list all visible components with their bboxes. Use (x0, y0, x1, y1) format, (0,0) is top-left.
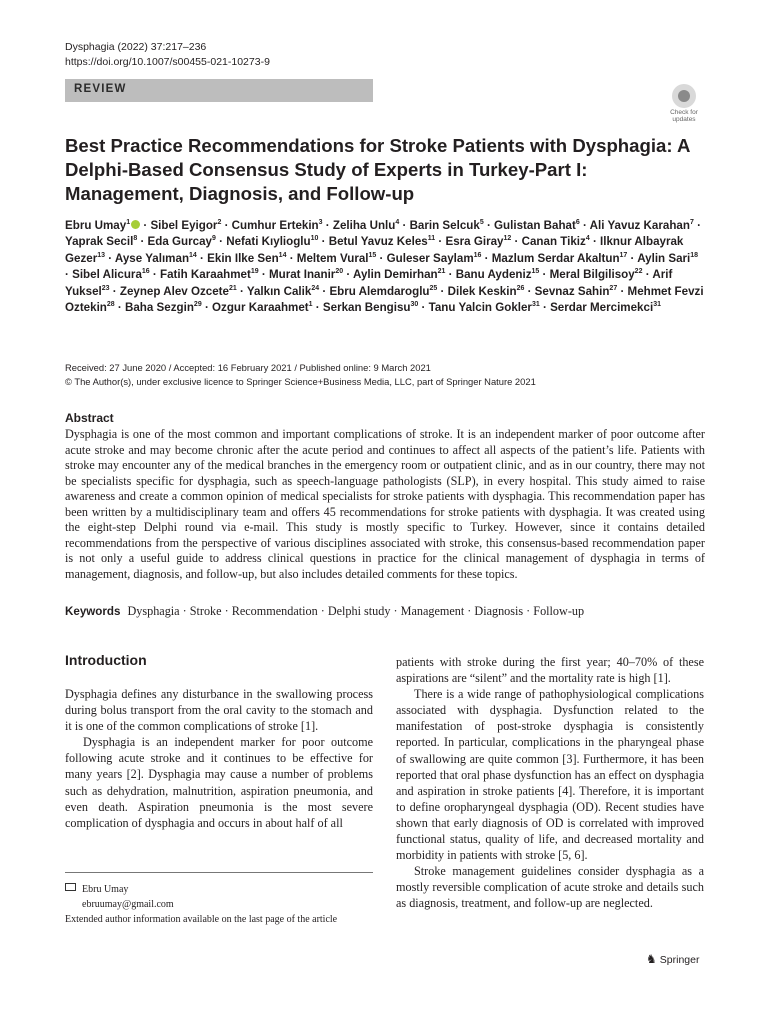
author-affiliation: 6 (575, 219, 580, 227)
author-separator: · (105, 251, 115, 265)
journal-citation: Dysphagia (2022) 37:217–236 (65, 41, 207, 53)
author-name: Baha Sezgin (124, 301, 194, 315)
author-separator: · (376, 251, 387, 265)
author-affiliation: 19 (250, 268, 259, 276)
extended-author-info: Extended author information available on the last page of the article (65, 914, 338, 925)
author-separator: · (114, 301, 125, 315)
author-separator: · (579, 219, 590, 232)
author-affiliation: 9 (212, 235, 216, 243)
check-updates-label: Check for updates (670, 109, 698, 123)
author-affiliation: 4 (585, 235, 590, 243)
author-affiliation: 23 (101, 284, 110, 292)
author-affiliation: 30 (410, 301, 419, 309)
author-separator: · (196, 251, 208, 265)
author-affiliation: 11 (427, 235, 436, 243)
paper-title: Best Practice Recommendations for Stroke Patients with Dysphagia: A Delphi-Based Consensus Study of Experts in Turkey-Part I: Management, Diagnosis, and Follow-up (65, 135, 690, 204)
author-affiliation: 21 (437, 268, 446, 276)
author-name: Ebru Alemdaroglu (329, 284, 430, 298)
author-name: Zeynep Alev Ozcete (119, 284, 229, 298)
author-separator: · (418, 301, 429, 315)
author-entry[interactable] (212, 301, 313, 314)
author-name: Ali Yavuz Karahan (589, 219, 690, 232)
author-entry[interactable] (120, 285, 237, 298)
author-name: Sibel Alicura (72, 268, 142, 282)
author-separator: · (617, 284, 628, 298)
keywords-label: Keywords (65, 605, 121, 618)
author-entry[interactable] (329, 285, 437, 298)
author-entry[interactable] (550, 301, 661, 314)
author-entry[interactable] (456, 268, 540, 281)
author-separator: · (258, 268, 269, 282)
author-list (65, 218, 705, 316)
corresponding-author-footnote (65, 882, 373, 927)
body-column-right (396, 654, 704, 912)
author-separator: · (221, 219, 232, 232)
author-entry[interactable] (387, 252, 482, 265)
author-affiliation: 5 (479, 219, 484, 227)
author-entry[interactable] (65, 219, 140, 232)
body-paragraph: There is a wide range of pathophysiological complications associated with dysphagia. Dysfunction related to the manifestation of post-stroke dysphagia is consistently reported. In particular, complications in the pharyngeal phase of swallowing are quite common [3]. Furthermore, it has been reported that oral phase dysfunction has an effect on dysphagia and aspiration in stroke patients [4]. Therefore, it is important to define oropharyngeal dysphagia (OD). Recent studies have shown that early diagnosis of OD is correlated with improved functional status, quality of life, and decreased mortality and morbidity in patients with stroke [5, 6]. (396, 687, 704, 863)
author-entry[interactable] (148, 235, 216, 248)
author-entry[interactable] (323, 301, 418, 314)
author-entry[interactable] (522, 235, 590, 248)
author-affiliation: 24 (311, 284, 320, 292)
abstract-heading: Abstract (65, 411, 114, 425)
author-name: Esra Giray (445, 235, 504, 249)
author-name: Gulistan Bahat (494, 219, 576, 232)
author-name: Canan Tikiz (521, 235, 586, 249)
author-affiliation: 29 (193, 301, 202, 309)
publication-dates: Received: 27 June 2020 / Accepted: 16 February 2021 / Published online: 9 March 2021 (65, 362, 431, 373)
author-affiliation: 1 (126, 219, 131, 227)
author-entry[interactable] (297, 252, 377, 265)
author-affiliation: 21 (228, 284, 237, 292)
author-affiliation: 3 (318, 219, 323, 227)
introduction-heading: Introduction (65, 652, 147, 668)
author-name: Yaprak Secil (65, 235, 134, 249)
author-entry[interactable] (494, 219, 580, 232)
body-paragraph: Dysphagia is an independent marker for poor outcome following acute stroke and it continues to be effective for many years [2]. Dysphagia may cause a number of problems such as dehydration, malnutrition, aspiration pneumonia, and even death. Aspiration pneumonia is the most severe complication of dysphagia and occurs in about half of all (65, 735, 373, 830)
author-affiliation: 14 (189, 251, 197, 259)
check-for-updates-badge[interactable] (664, 84, 704, 124)
envelope-icon (65, 883, 76, 891)
author-affiliation: 13 (97, 251, 106, 259)
author-name: Ekin Ilke Sen (207, 251, 279, 265)
author-name: Serdar Mercimekci (550, 301, 654, 315)
author-entry[interactable] (448, 285, 525, 298)
author-separator: · (693, 219, 701, 232)
author-name: Sevnaz Sahin (534, 284, 610, 298)
author-affiliation: 15 (531, 268, 540, 276)
author-separator: · (318, 235, 329, 249)
author-separator: · (511, 235, 522, 249)
author-separator: · (481, 251, 492, 265)
author-separator: · (215, 235, 227, 249)
author-name: Ebru Umay (65, 219, 127, 232)
journal-header (65, 40, 270, 70)
author-separator: · (399, 219, 410, 232)
author-affiliation: 16 (141, 268, 150, 276)
author-name: Ayse Yalıman (114, 251, 190, 265)
author-affiliation: 14 (278, 251, 287, 259)
author-separator: · (343, 268, 353, 282)
publisher-name: Springer (659, 954, 700, 966)
keywords-list: Dysphagia · Stroke · Recommendation · Delphi study · Management · Diagnosis · Follow-up (127, 604, 585, 618)
author-separator: · (140, 219, 151, 232)
author-affiliation: 31 (531, 301, 540, 309)
author-entry[interactable] (353, 268, 445, 281)
author-separator: · (201, 301, 213, 315)
author-name: Cumhur Ertekin (231, 219, 319, 232)
author-separator: · (149, 268, 161, 282)
publisher-logo (646, 952, 699, 966)
author-name: Mazlum Serdar Akaltun (491, 251, 620, 265)
author-name: Nefati Kıylioglu (226, 235, 311, 249)
author-name: Dilek Keskin (447, 284, 517, 298)
author-name: Murat Inanir (268, 268, 336, 282)
author-separator: · (642, 268, 653, 282)
author-name: Tanu Yalcin Gokler (428, 301, 532, 315)
author-separator: · (65, 268, 73, 282)
author-separator: · (319, 284, 330, 298)
author-separator: · (627, 251, 638, 265)
author-entry[interactable] (333, 219, 399, 232)
author-entry[interactable] (72, 268, 150, 281)
corresponding-author-email[interactable]: ebruumay@gmail.com (82, 899, 174, 910)
author-affiliation: 16 (473, 251, 482, 259)
author-name: Barin Selcuk (409, 219, 480, 232)
author-separator: · (589, 235, 601, 249)
abstract-text: Dysphagia is one of the most common and important complications of stroke. It is an independent marker of poor outcome after acute stroke and may become chronic after the acute period and continues to affect all aspects of the patient’s life. Patients with stroke may encounter any of the medical branches in the emergency room or outpatient clinic, and as in our country, there may not be specialists specific for dysphagia, such as speech-language pathologists (SLP), in every hospital. This study aimed to raise awareness and create a common opinion of medical specialists for stroke patients with dysphagia. This recommendation paper has been written by a multidisciplinary team and offers 45 recommendations for stroke patients with dysphagia. It was created using the eight-step Delphi round via e-mail. This study is mostly specific to Turkey. However, since it contains detailed recommendations from the perspective of various disciplines associated with stroke, this consensus-based recommendation paper is not only a useful guide to address clinical questions in practice for the clinical management of dysphagia in terms of management, diagnosis, and follow-up, but also includes detailed comments for these topics. (65, 427, 705, 581)
author-entry[interactable] (410, 219, 484, 232)
corresponding-author-name: Ebru Umay (82, 884, 129, 895)
publication-info (65, 361, 705, 389)
author-separator: · (445, 268, 456, 282)
body-paragraph: Stroke management guidelines consider dysphagia as a mostly reversible complication of acute stroke and details such as diagnosis, treatment, and follow-up are neglected. (396, 864, 704, 911)
author-name: Fatih Karaahmet (160, 268, 251, 282)
author-entry[interactable] (125, 301, 202, 314)
author-separator: · (539, 301, 551, 315)
author-name: Meltem Vural (296, 251, 369, 265)
doi-link[interactable]: https://doi.org/10.1007/s00455-021-10273-9 (65, 56, 270, 68)
author-affiliation: 26 (516, 284, 525, 292)
author-separator: · (435, 235, 446, 249)
author-name: Mehmet Fevzi Oztekin (65, 284, 704, 315)
author-affiliation: 17 (619, 251, 628, 259)
body-column-left (65, 686, 373, 831)
author-entry[interactable] (535, 285, 618, 298)
author-separator: · (524, 284, 535, 298)
author-separator: · (109, 284, 120, 298)
author-entry[interactable] (550, 268, 643, 281)
author-name: Arif Yuksel (65, 268, 673, 298)
author-name: Aylin Sari (637, 251, 691, 265)
author-separator: · (312, 301, 323, 315)
author-affiliation: 1 (308, 301, 313, 309)
author-affiliation: 8 (133, 235, 138, 243)
author-separator: · (137, 235, 148, 249)
author-name: Eda Gurcay (147, 235, 212, 249)
author-entry[interactable] (160, 268, 259, 281)
author-affiliation: 2 (217, 219, 222, 227)
author-entry[interactable] (269, 268, 343, 281)
author-separator: · (437, 284, 448, 298)
body-paragraph: patients with stroke during the first year; 40–70% of these aspirations are “silent” and the mortality rate is high [1]. (396, 655, 704, 686)
article-type-label: REVIEW (74, 83, 127, 95)
footnote-divider (65, 872, 373, 873)
author-affiliation: 15 (368, 251, 377, 259)
author-entry[interactable] (492, 252, 628, 265)
copyright-notice: © The Author(s), under exclusive licence to Springer Science+Business Media, LLC, part of Springer Nature 2021 (65, 376, 536, 387)
author-name: Meral Bilgilisoy (549, 268, 635, 282)
author-name: Guleser Saylam (386, 251, 474, 265)
check-updates-icon (672, 84, 696, 108)
author-name: Aylin Demirhan (353, 268, 438, 282)
author-entry[interactable] (247, 285, 319, 298)
author-separator: · (236, 284, 247, 298)
author-separator: · (483, 219, 495, 232)
author-affiliation: 12 (503, 235, 512, 243)
author-entry[interactable] (590, 219, 694, 232)
body-paragraph: Dysphagia defines any disturbance in the swallowing process during bolus transport from the oral cavity to the stomach and it is one of the common complications of stroke [1]. (65, 687, 373, 734)
author-affiliation: 10 (310, 235, 319, 243)
author-entry[interactable] (429, 301, 540, 314)
author-separator: · (539, 268, 550, 282)
author-entry[interactable] (207, 252, 286, 265)
orcid-icon[interactable] (131, 220, 140, 229)
author-affiliation: 22 (634, 268, 643, 276)
author-name: Banu Aydeniz (455, 268, 532, 282)
author-name: Ozgur Karaahmet (212, 301, 309, 315)
author-entry[interactable] (637, 252, 698, 265)
author-entry[interactable] (329, 235, 435, 248)
author-separator: · (322, 219, 333, 232)
author-affiliation: 18 (690, 251, 699, 259)
author-entry[interactable] (115, 252, 197, 265)
author-entry[interactable] (226, 235, 318, 248)
author-name: Sibel Eyigor (150, 219, 218, 232)
springer-horse-icon: ♞ (646, 952, 657, 966)
author-affiliation: 28 (106, 301, 115, 309)
article-type-bar (65, 79, 373, 102)
author-name: Betul Yavuz Keles (328, 235, 428, 249)
keywords (65, 604, 705, 619)
author-entry[interactable] (232, 219, 323, 232)
author-entry[interactable] (445, 235, 511, 248)
author-name: Ilknur Albayrak Gezer (65, 235, 684, 265)
author-entry[interactable] (150, 219, 221, 232)
author-affiliation: 4 (395, 219, 400, 227)
author-affiliation: 31 (653, 301, 661, 309)
author-affiliation: 20 (335, 268, 344, 276)
author-affiliation: 7 (689, 219, 694, 227)
author-name: Serkan Bengisu (322, 301, 411, 315)
author-affiliation: 27 (609, 284, 618, 292)
author-name: Yalkın Calik (246, 284, 312, 298)
author-name: Zeliha Unlu (332, 219, 396, 232)
author-affiliation: 25 (429, 284, 438, 292)
author-separator: · (286, 251, 297, 265)
author-entry[interactable] (65, 235, 137, 248)
